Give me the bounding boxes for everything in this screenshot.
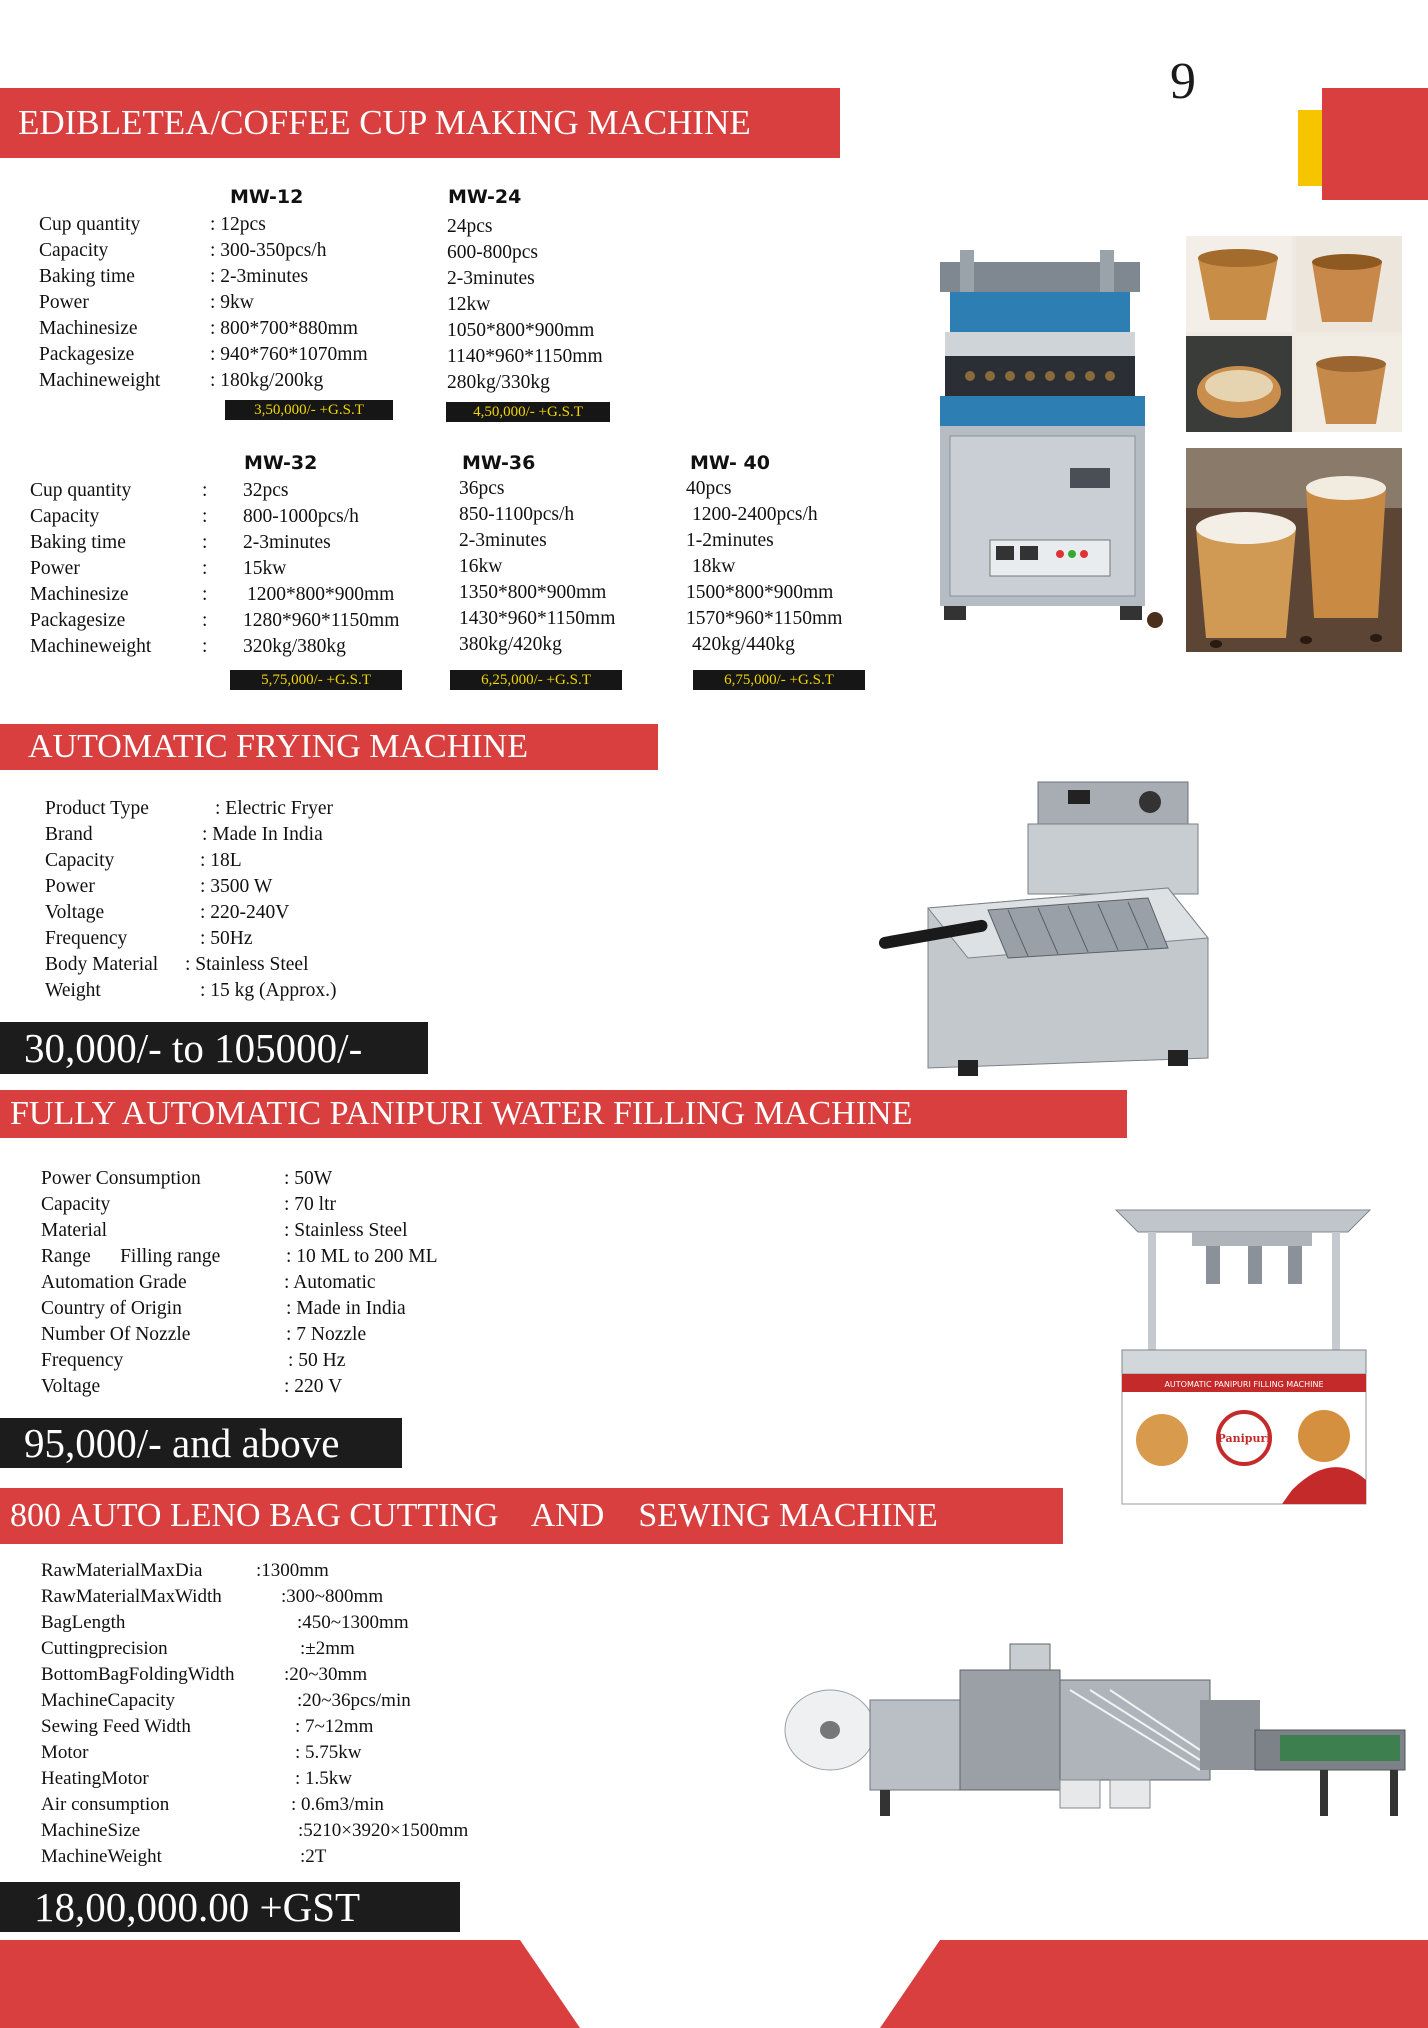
image-banner-text: AUTOMATIC PANIPURI FILLING MACHINE bbox=[1164, 1380, 1324, 1389]
model-name: MW- 40 bbox=[690, 452, 770, 474]
spec-label: MachineCapacity bbox=[41, 1690, 176, 1711]
spec-value: 850-1100pcs/h bbox=[459, 504, 575, 525]
spec-label: Capacity bbox=[39, 240, 109, 261]
fryer-price: 30,000/- to 105000/- bbox=[0, 1022, 428, 1074]
spec-value: 600-800pcs bbox=[447, 242, 538, 263]
spec-labels bbox=[30, 478, 151, 660]
spec-value: : 5.75kw bbox=[295, 1742, 362, 1763]
spec-value: :±2mm bbox=[300, 1638, 355, 1659]
spec-value: 2-3minutes bbox=[459, 530, 547, 551]
spec-label: Frequency bbox=[45, 928, 128, 949]
spec-label: Frequency bbox=[41, 1350, 124, 1371]
price-tag: 6,75,000/- +G.S.T bbox=[693, 670, 865, 690]
spec-value: : 7~12mm bbox=[295, 1716, 374, 1737]
spec-value: : 10 ML to 200 ML bbox=[286, 1246, 438, 1267]
spec-label: RawMaterialMaxDia bbox=[41, 1560, 203, 1581]
model-name: MW-32 bbox=[244, 452, 318, 474]
spec-value: 280kg/330kg bbox=[447, 372, 550, 393]
spec-value: :300~800mm bbox=[281, 1586, 384, 1607]
spec-label: BagLength bbox=[41, 1612, 126, 1633]
spec-label: Machinesize bbox=[39, 318, 138, 339]
spec-label: Material bbox=[41, 1220, 108, 1241]
corner-decoration-yellow bbox=[1298, 110, 1322, 186]
footer-stripe-right bbox=[880, 1940, 1428, 2028]
spec-value: 15kw bbox=[243, 558, 287, 579]
spec-label: Sewing Feed Width bbox=[41, 1716, 191, 1737]
spec-label: Cup quantity bbox=[39, 214, 141, 235]
spec-values-mw36 bbox=[459, 476, 615, 658]
spec-label: Country of Origin bbox=[41, 1298, 182, 1319]
spec-label: Number Of Nozzle bbox=[41, 1324, 191, 1345]
spec-label: Range Filling range bbox=[41, 1246, 221, 1267]
spec-label: Automation Grade bbox=[41, 1272, 187, 1293]
spec-values-mw40 bbox=[686, 476, 842, 658]
spec-label: Packagesize bbox=[39, 344, 135, 365]
spec-label: Machinesize bbox=[30, 584, 129, 605]
spec-value: :20~30mm bbox=[284, 1664, 368, 1685]
model-name: MW-36 bbox=[462, 452, 536, 474]
cup-coffee-image bbox=[1186, 448, 1402, 652]
spec-value: : 9kw bbox=[210, 292, 254, 313]
footer-stripe-left bbox=[0, 1940, 580, 2028]
spec-value: 16kw bbox=[459, 556, 503, 577]
image-logo-text: Panipuri bbox=[1217, 1432, 1271, 1445]
spec-value: 1570*960*1150mm bbox=[686, 608, 843, 629]
leno-bag-price: 18,00,000.00 +GST bbox=[0, 1882, 460, 1932]
spec-value: : Made in India bbox=[286, 1298, 406, 1319]
spec-label: Machineweight bbox=[39, 370, 161, 391]
spec-label: Capacity bbox=[30, 506, 100, 527]
spec-label: Baking time bbox=[39, 266, 135, 287]
spec-value: 1430*960*1150mm bbox=[459, 608, 616, 629]
spec-value: : 50 Hz bbox=[288, 1350, 346, 1371]
spec-value: 800-1000pcs/h bbox=[243, 506, 359, 527]
panipuri-machine-image bbox=[1112, 1200, 1374, 1506]
spec-label: MachineSize bbox=[41, 1820, 141, 1841]
spec-label: Weight bbox=[45, 980, 101, 1001]
price-tag: 4,50,000/- +G.S.T bbox=[446, 402, 610, 422]
spec-value: 1200-2400pcs/h bbox=[692, 504, 818, 525]
spec-value: 18kw bbox=[692, 556, 736, 577]
spec-label: Motor bbox=[41, 1742, 89, 1763]
edible-cups-image bbox=[1186, 236, 1402, 432]
spec-label: Brand bbox=[45, 824, 93, 845]
spec-value: : 0.6m3/min bbox=[291, 1794, 384, 1815]
spec-value: 320kg/380kg bbox=[243, 636, 346, 657]
spec-value: 1280*960*1150mm bbox=[243, 610, 400, 631]
model-name: MW-12 bbox=[230, 186, 304, 208]
spec-value: 1500*800*900mm bbox=[686, 582, 834, 603]
spec-value: : 2-3minutes bbox=[210, 266, 309, 287]
model-name: MW-24 bbox=[448, 186, 522, 208]
spec-labels bbox=[39, 212, 160, 394]
spec-label: Cuttingprecision bbox=[41, 1638, 168, 1659]
spec-value: : Automatic bbox=[284, 1272, 376, 1293]
page-number: 9 bbox=[1170, 53, 1196, 110]
spec-label: Capacity bbox=[45, 850, 115, 871]
spec-values-mw24 bbox=[447, 214, 603, 396]
spec-value: : 940*760*1070mm bbox=[210, 344, 368, 365]
panipuri-price: 95,000/- and above bbox=[0, 1418, 402, 1468]
spec-value: 1200*800*900mm bbox=[247, 584, 395, 605]
spec-value: : Stainless Steel bbox=[185, 954, 309, 975]
fryer-image bbox=[868, 778, 1228, 1090]
spec-value: : 220 V bbox=[284, 1376, 343, 1397]
spec-value: 420kg/440kg bbox=[692, 634, 795, 655]
spec-value: 12kw bbox=[447, 294, 491, 315]
spec-label: Packagesize bbox=[30, 610, 126, 631]
spec-value: 32pcs bbox=[243, 480, 289, 501]
cup-machine-image bbox=[930, 250, 1166, 630]
spec-label: Voltage bbox=[41, 1376, 101, 1397]
spec-label: Product Type bbox=[45, 798, 149, 819]
spec-value: : 18L bbox=[200, 850, 242, 871]
spec-label: Capacity bbox=[41, 1194, 111, 1215]
spec-label: Power bbox=[30, 558, 80, 579]
spec-label: BottomBagFoldingWidth bbox=[41, 1664, 235, 1685]
spec-label: Power Consumption bbox=[41, 1168, 201, 1189]
spec-label: RawMaterialMaxWidth bbox=[41, 1586, 222, 1607]
price-tag: 5,75,000/- +G.S.T bbox=[230, 670, 402, 690]
spec-value: : 1.5kw bbox=[295, 1768, 352, 1789]
spec-value: : Made In India bbox=[202, 824, 323, 845]
spec-value: 380kg/420kg bbox=[459, 634, 562, 655]
spec-value: : 70 ltr bbox=[284, 1194, 336, 1215]
spec-label: Power bbox=[45, 876, 95, 897]
spec-value: :450~1300mm bbox=[297, 1612, 409, 1633]
spec-value: : Electric Fryer bbox=[215, 798, 334, 819]
section-title-text: 800 AUTO LENO BAG CUTTING AND SEWING MACHINE bbox=[10, 1497, 938, 1534]
spec-label: HeatingMotor bbox=[41, 1768, 149, 1789]
spec-value: 24pcs bbox=[447, 216, 493, 237]
spec-value: : 220-240V bbox=[200, 902, 290, 923]
spec-label: MachineWeight bbox=[41, 1846, 162, 1867]
section-title-leno-bag-machine bbox=[0, 1488, 1063, 1544]
spec-value: 1140*960*1150mm bbox=[447, 346, 603, 367]
spec-label: Power bbox=[39, 292, 89, 313]
spec-label: Baking time bbox=[30, 532, 126, 553]
spec-value: : 50Hz bbox=[200, 928, 253, 949]
spec-value: : 3500 W bbox=[200, 876, 273, 897]
spec-value: 1-2minutes bbox=[686, 530, 774, 551]
spec-value: : 15 kg (Approx.) bbox=[200, 980, 337, 1001]
spec-values-mw12 bbox=[210, 212, 368, 394]
section-title-panipuri-machine: FULLY AUTOMATIC PANIPURI WATER FILLING MACHINE bbox=[0, 1090, 1127, 1138]
spec-value: 2-3minutes bbox=[447, 268, 535, 289]
spec-value: 36pcs bbox=[459, 478, 505, 499]
spec-value: : 180kg/200kg bbox=[210, 370, 324, 391]
spec-value: : 50W bbox=[284, 1168, 333, 1189]
price-tag: 6,25,000/- +G.S.T bbox=[450, 670, 622, 690]
spec-value: 1350*800*900mm bbox=[459, 582, 607, 603]
spec-label: Cup quantity bbox=[30, 480, 132, 501]
spec-colons: : : : : : : : bbox=[202, 480, 208, 657]
corner-decoration-red bbox=[1322, 88, 1428, 200]
spec-value: 1050*800*900mm bbox=[447, 320, 595, 341]
spec-values-mw32 bbox=[243, 478, 399, 660]
spec-value: :1300mm bbox=[256, 1560, 329, 1581]
spec-value: 40pcs bbox=[686, 478, 732, 499]
spec-value: :2T bbox=[300, 1846, 327, 1867]
price-tag: 3,50,000/- +G.S.T bbox=[225, 400, 393, 420]
section-title-cup-machine: EDIBLETEA/COFFEE CUP MAKING MACHINE bbox=[0, 88, 840, 158]
spec-value: : 12pcs bbox=[210, 214, 266, 235]
spec-value: 2-3minutes bbox=[243, 532, 331, 553]
spec-value: :5210×3920×1500mm bbox=[298, 1820, 469, 1841]
spec-label: Voltage bbox=[45, 902, 105, 923]
spec-value: :20~36pcs/min bbox=[297, 1690, 411, 1711]
spec-value: : Stainless Steel bbox=[284, 1220, 408, 1241]
leno-bag-machine-image bbox=[760, 1640, 1410, 1820]
spec-label: Machineweight bbox=[30, 636, 152, 657]
spec-label: Body Material bbox=[45, 954, 159, 975]
section-title-frying-machine: AUTOMATIC FRYING MACHINE bbox=[0, 724, 658, 770]
spec-label: Air consumption bbox=[41, 1794, 170, 1815]
spec-value: : 800*700*880mm bbox=[210, 318, 358, 339]
spec-value: : 7 Nozzle bbox=[286, 1324, 367, 1345]
spec-value: : 300-350pcs/h bbox=[210, 240, 327, 261]
